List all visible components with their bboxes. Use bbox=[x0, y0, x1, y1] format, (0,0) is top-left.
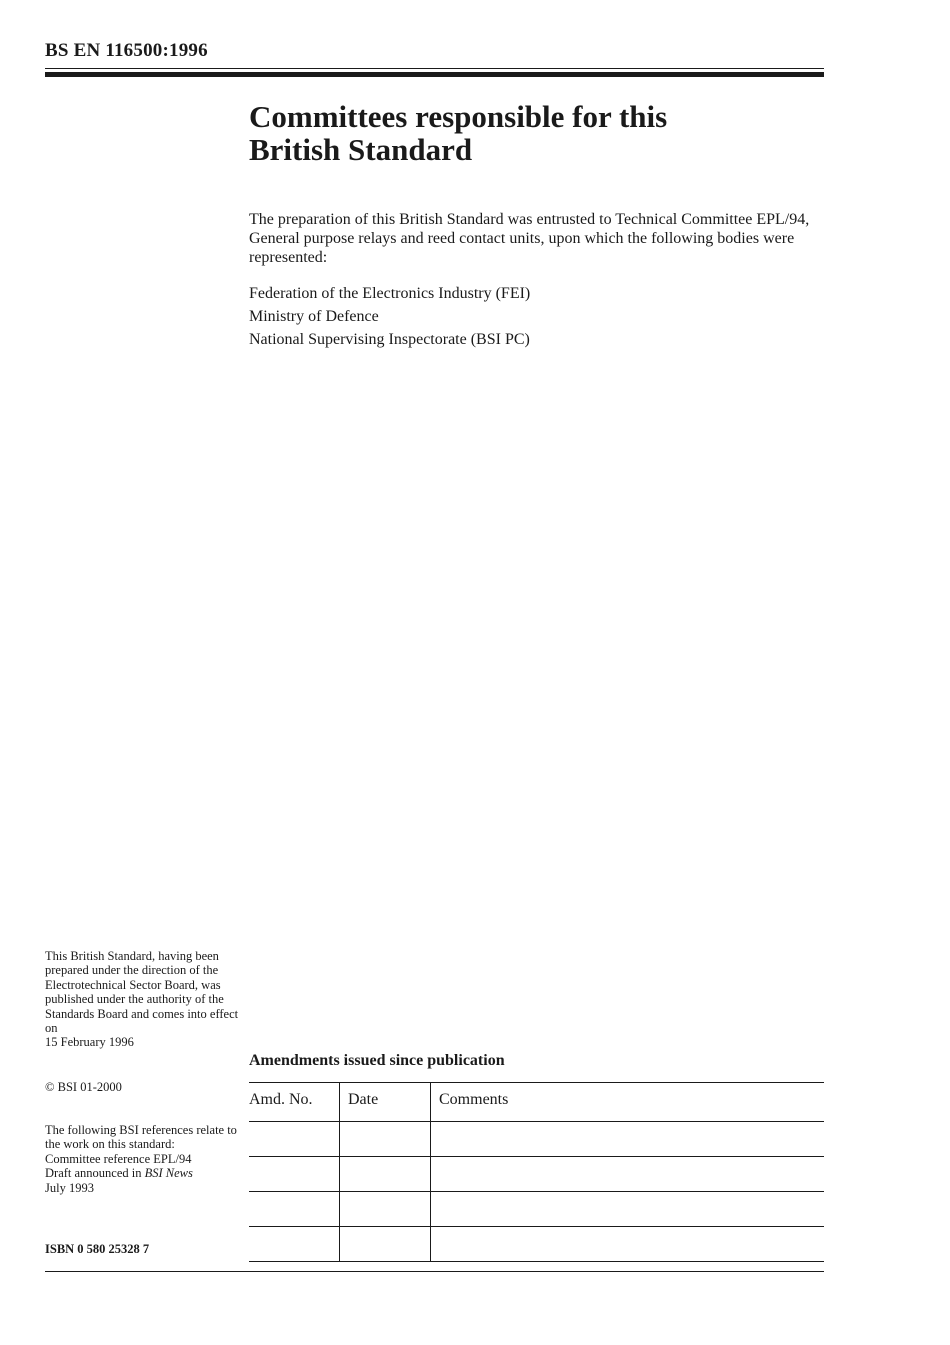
header-rule-thin bbox=[45, 68, 824, 69]
table-row bbox=[249, 1157, 824, 1192]
publication-note bbox=[45, 949, 240, 1050]
header-rule-thick bbox=[45, 72, 824, 77]
page-title-line2: British Standard bbox=[249, 132, 473, 167]
amendments-heading: Amendments issued since publication bbox=[249, 1052, 505, 1069]
column-header-comments: Comments bbox=[431, 1083, 825, 1122]
table-row bbox=[249, 1122, 824, 1157]
document-id: BS EN 116500:1996 bbox=[45, 40, 208, 61]
represented-bodies-list bbox=[249, 282, 824, 351]
amendments-table bbox=[249, 1082, 824, 1262]
table-header-row bbox=[249, 1083, 824, 1122]
table-cell bbox=[431, 1122, 825, 1157]
table-cell bbox=[340, 1192, 431, 1227]
table-row bbox=[249, 1227, 824, 1262]
committee-reference: Committee reference EPL/94 bbox=[45, 1151, 192, 1166]
list-item: Ministry of Defence bbox=[249, 308, 379, 325]
table-cell bbox=[431, 1157, 825, 1192]
list-item: National Supervising Inspectorate (BSI PC) bbox=[249, 331, 530, 348]
copyright-notice: © BSI 01-2000 bbox=[45, 1080, 122, 1094]
table-cell bbox=[431, 1227, 825, 1262]
table-cell bbox=[340, 1157, 431, 1192]
draft-announcement-date: July 1993 bbox=[45, 1180, 94, 1195]
table-cell bbox=[340, 1227, 431, 1262]
isbn: ISBN 0 580 25328 7 bbox=[45, 1242, 150, 1256]
draft-announcement-source: BSI News bbox=[144, 1166, 193, 1181]
table-cell bbox=[340, 1122, 431, 1157]
table-cell bbox=[249, 1192, 340, 1227]
table-cell bbox=[249, 1122, 340, 1157]
footer-rule bbox=[45, 1271, 824, 1272]
publication-note-text: This British Standard, having been prepared under the direction of the Electrotechnical Sector Board, was published under the authority of the Standards Board and comes into effect on bbox=[45, 949, 239, 1036]
draft-announcement-prefix: Draft announced in bbox=[45, 1166, 145, 1181]
table-cell bbox=[249, 1157, 340, 1192]
table-row bbox=[249, 1192, 824, 1227]
effective-date: 15 February 1996 bbox=[45, 1035, 134, 1050]
intro-paragraph: The preparation of this British Standard was entrusted to Technical Committee EPL/94, General purpose relays and reed contact units, upon which the following bodies were represented: bbox=[249, 211, 810, 266]
bsi-references bbox=[45, 1123, 240, 1195]
list-item: Federation of the Electronics Industry (FEI) bbox=[249, 285, 531, 302]
table-cell bbox=[431, 1192, 825, 1227]
table-cell bbox=[249, 1227, 340, 1262]
page-title-line1: Committees responsible for this bbox=[249, 99, 668, 134]
references-intro: The following BSI references relate to the work on this standard: bbox=[45, 1123, 237, 1152]
column-header-date: Date bbox=[340, 1083, 431, 1122]
page-title bbox=[249, 100, 824, 166]
column-header-amd-no: Amd. No. bbox=[249, 1083, 340, 1122]
